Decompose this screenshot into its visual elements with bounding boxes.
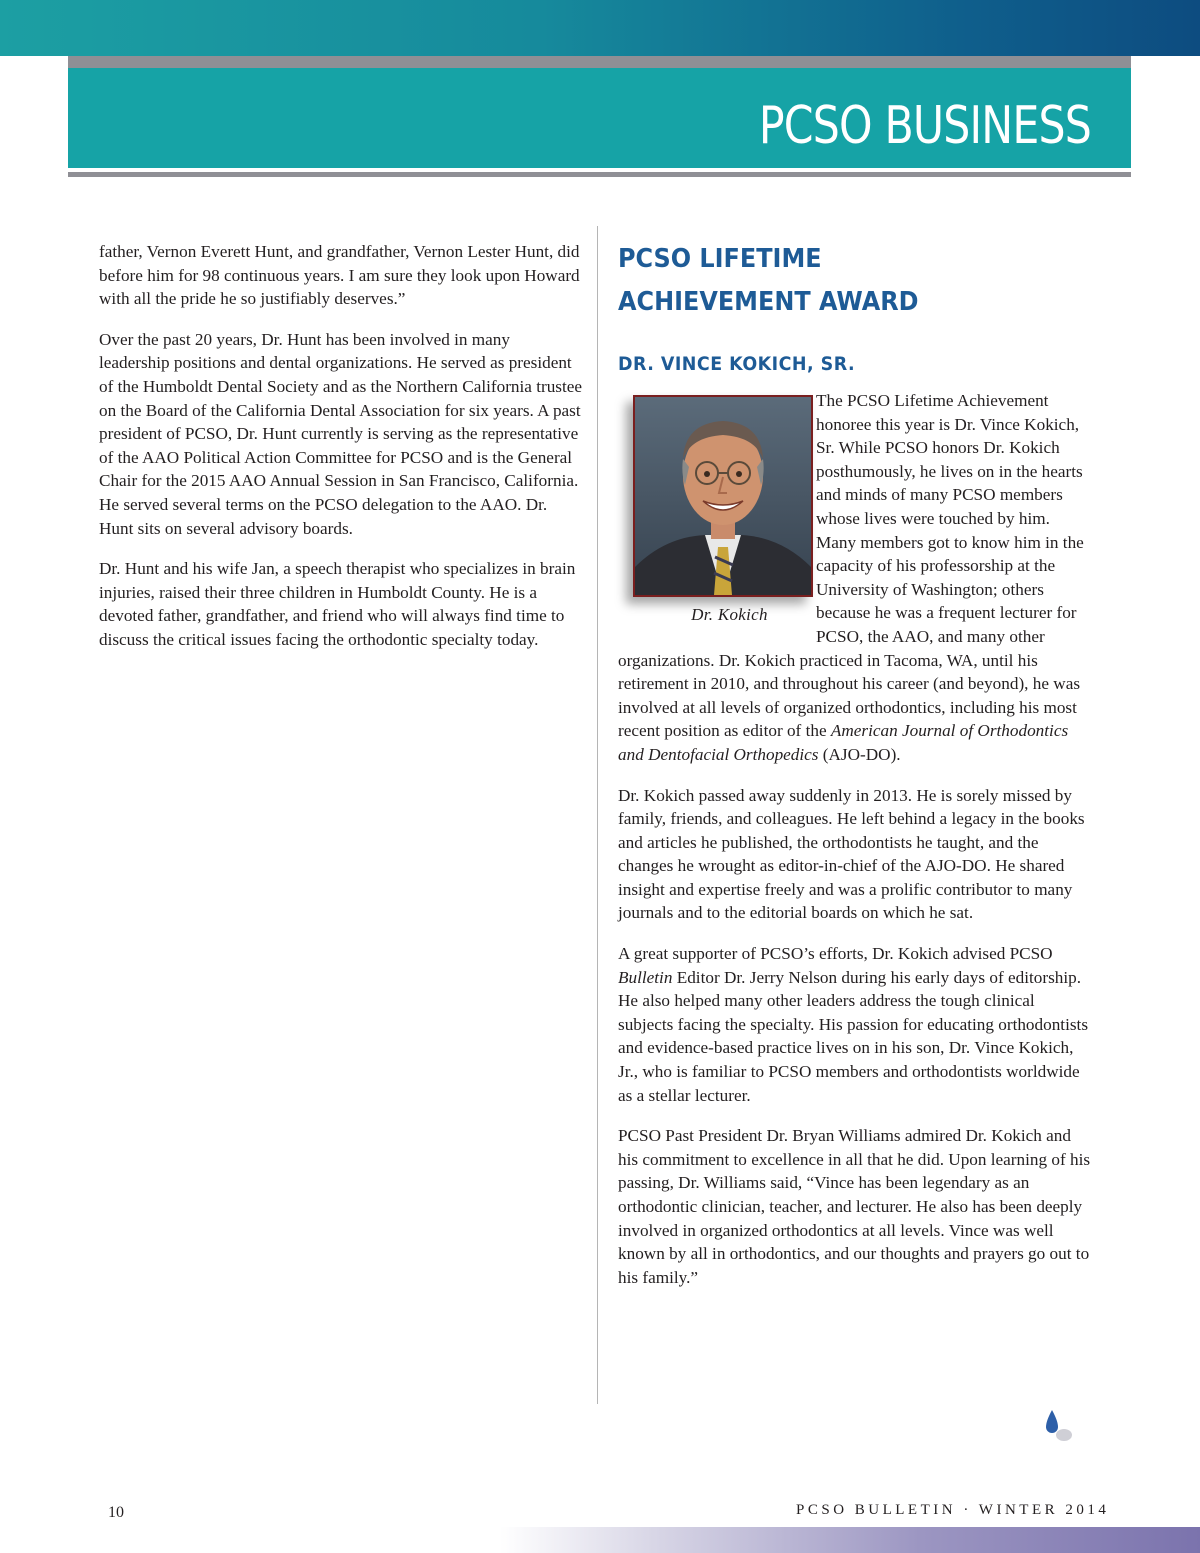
publication-footer: PCSO BULLETIN · WINTER 2014 — [796, 1502, 1110, 1518]
bulletin-title: Bulletin — [618, 967, 673, 987]
photo-block — [618, 395, 813, 627]
article-title-line-2: ACHIEVEMENT AWARD — [618, 287, 919, 317]
top-gradient-bar — [0, 0, 1200, 56]
column-divider — [597, 226, 598, 1404]
portrait-photo — [633, 395, 813, 597]
article-body — [618, 389, 1093, 1289]
journal-title: American Journal of Orthodontics and Dentofacial Orthopedics — [618, 721, 1069, 764]
footer-gradient-bar — [500, 1527, 1200, 1553]
article-title — [618, 238, 1087, 324]
right-column — [618, 238, 1093, 1289]
left-column — [99, 240, 584, 669]
photo-caption: Dr. Kokich — [691, 605, 768, 624]
water-drop-icon — [1040, 1407, 1080, 1447]
left-paragraph-2: Over the past 20 years, Dr. Hunt has been involved in many leadership positions and dental organizations. He served as president of the Humboldt Dental Society and as the Northern California trustee on the Board of the California Dental Association for six years. A past president of PCSO, Dr. Hunt currently is serving as the representative of the AAO Political Action Committee for PCSO and is the General Chair for the 2015 AAO Annual Session in San Francisco, California. He served several terms on the PCSO delegation to the AAO. Dr. Hunt sits on several advisory boards. — [99, 329, 583, 538]
portrait-illustration — [635, 397, 811, 595]
left-paragraph-3: Dr. Hunt and his wife Jan, a speech therapist who specializes in brain injuries, raised their three children in Humboldt County. He is a devoted father, grandfather, and friend who will always find time to discuss the critical issues facing the orthodontic specialty today. — [99, 559, 576, 649]
article-subtitle: DR. VINCE KOKICH, SR. — [618, 353, 856, 375]
section-header-band — [68, 68, 1131, 168]
article-paragraph-4: PCSO Past President Dr. Bryan Williams admired Dr. Kokich and his commitment to excellence in all that he did. Upon learning of his passing, Dr. Williams said, “Vince has been legendary as an orthodontic clinician, teacher, and lecturer. He also has been deeply involved in organized orthodontics at all levels. Vince was well known by all in orthodontics, and our thoughts and prayers go out to his family.” — [618, 1126, 1091, 1287]
intro-text: The PCSO Lifetime Achievement honoree this year is Dr. Vince Kokich, Sr. While PCSO honors Dr. Kokich posthumously, he lives on in the hearts and minds of many PCSO members whose lives were touched by him. Many members got to know him in the capacity of his professorship at the University of Washington; others because he was a frequent lecturer for PCSO, the AAO, and many other organizations. Dr. Kokich practiced in Tacoma, WA, until his retirement in 2010, and throughout his career (and beyond), he was involved at all levels of organized orthodontics, including his most recent position as editor of the — [618, 391, 1084, 741]
header-bottom-rule — [68, 172, 1131, 177]
intro-end: (AJO-DO). — [818, 744, 901, 764]
page-number: 10 — [108, 1504, 124, 1521]
p3-start: A great supporter of PCSO’s efforts, Dr. Kokich advised PCSO — [618, 944, 1053, 964]
section-title: PCSO BUSINESS — [758, 96, 1091, 156]
article-paragraph-2: Dr. Kokich passed away suddenly in 2013. He is sorely missed by family, friends, and colleagues. He left behind a legacy in the books and articles he published, the orthodontists he taught, and the changes he wrought as editor-in-chief of the AJO-DO. He shared insight and expertise freely and was a prolific contributor to many journals and to the editorial boards on which he sat. — [618, 785, 1085, 923]
header-top-rule — [68, 56, 1131, 68]
p3-rest: Editor Dr. Jerry Nelson during his early days of editorship. He also helped many other leaders address the tough clinical subjects facing the specialty. His passion for educating orthodontists and evidence-based practice lives on in his son, Dr. Vince Kokich, Jr., who is familiar to PCSO members and orthodontists worldwide as a stellar lecturer. — [618, 967, 1089, 1105]
article-title-line-1: PCSO LIFETIME — [618, 244, 822, 274]
article-paragraph-3 — [618, 942, 1093, 1107]
left-paragraph-1: father, Vernon Everett Hunt, and grandfather, Vernon Lester Hunt, did before him for 98 continuous years. I am sure they look upon Howard with all the pride he so justifiably deserves.” — [99, 242, 580, 309]
